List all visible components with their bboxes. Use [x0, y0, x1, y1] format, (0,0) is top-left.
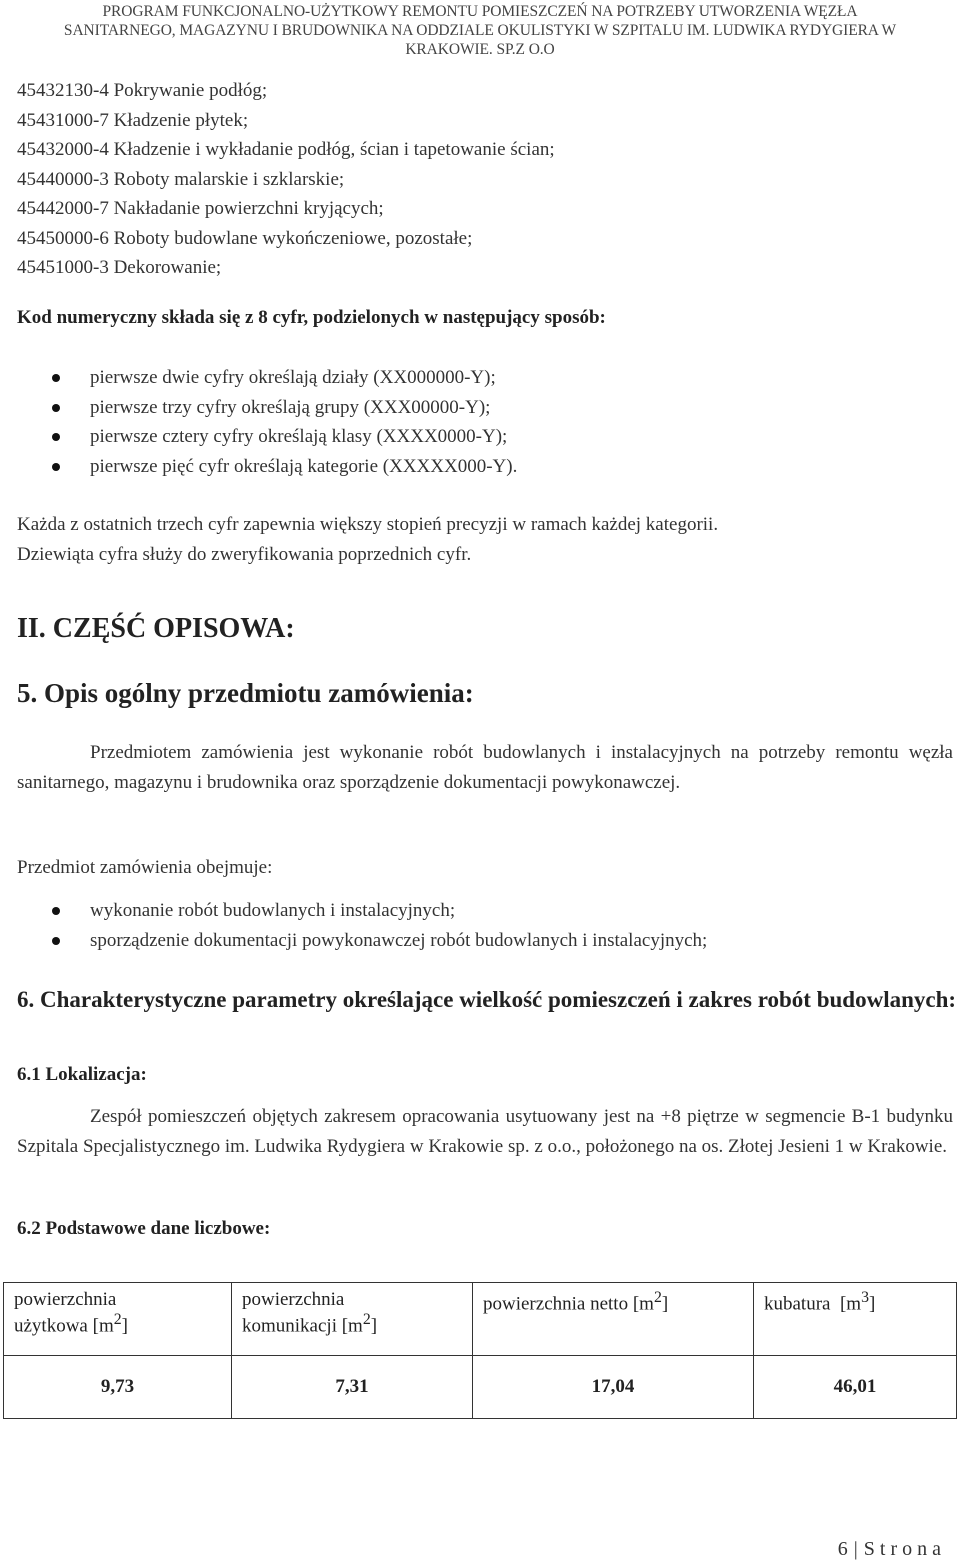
precision-paragraph	[17, 510, 953, 569]
bullet-icon	[52, 463, 60, 471]
precision-line-2: Dziewiąta cyfra służy do zweryfikowania poprzednich cyfr.	[17, 543, 472, 565]
cpv-code-item: 45440000-3 Roboty malarskie i szklarskie;	[17, 168, 345, 190]
scope-list	[17, 896, 937, 955]
list-item	[17, 422, 937, 452]
cpv-code-item: 45451000-3 Dekorowanie;	[17, 257, 222, 278]
bullet-icon	[52, 907, 60, 915]
table-header-cell	[4, 1283, 232, 1356]
list-item-text: pierwsze trzy cyfry określają grupy (XXX00000-Y);	[90, 396, 491, 418]
header-text: powierzchnia	[242, 1289, 345, 1310]
page-header	[0, 0, 960, 64]
bullet-icon	[52, 374, 60, 382]
page-number: 6	[837, 1538, 848, 1560]
list-item-text: pierwsze cztery cyfry określają klasy (XXXX0000-Y);	[90, 426, 508, 447]
cpv-code-item: 45442000-7 Nakładanie powierzchni kryjących;	[17, 198, 384, 219]
precision-line-1: Każda z ostatnich trzech cyfr zapewnia większy stopień precyzji w ramach każdej kategorii.	[17, 514, 719, 535]
table-cell: 46,01	[754, 1356, 957, 1419]
table-header-cell	[473, 1283, 754, 1356]
table-cell: 17,04	[473, 1356, 754, 1419]
section-title: II. CZĘŚĆ OPISOWA:	[17, 613, 295, 644]
scope-intro: Przedmiot zamówienia obejmuje:	[17, 857, 273, 878]
section-5-paragraph: Przedmiotem zamówienia jest wykonanie robót budowlanych i instalacyjnych na potrzeby remontu węzła sanitarnego, magazynu i brudownika oraz sporządzenie dokumentacji powykonawczej.	[17, 742, 953, 793]
table-header-row	[4, 1283, 957, 1356]
list-item-text: pierwsze dwie cyfry określają działy (XX000000-Y);	[90, 367, 496, 388]
list-item-text: pierwsze pięć cyfr określają kategorie (XXXXX000-Y).	[90, 455, 518, 477]
bullet-icon	[52, 937, 60, 945]
bullet-icon	[52, 433, 60, 441]
header-line-2: SANITARNEGO, MAGAZYNU I BRUDOWNIKA NA ODDZIALE OKULISTYKI W SZPITALU IM. LUDWIKA RYDYGIERA W	[63, 22, 897, 39]
page-word: Strona	[863, 1538, 946, 1560]
list-item	[17, 393, 937, 423]
cpv-code-item: 45431000-7 Kładzenie płytek;	[17, 109, 249, 131]
footer-separator: |	[853, 1538, 858, 1560]
bullet-icon	[52, 404, 60, 412]
section-6-title: 6. Charakterystyczne parametry określające wielkość pomieszczeń i zakres robót budowlanych:	[17, 987, 957, 1012]
page-footer	[838, 1538, 946, 1561]
list-item-text: sporządzenie dokumentacji powykonawczej robót budowlanych i instalacyjnych;	[90, 929, 708, 951]
table-header-cell	[754, 1283, 957, 1356]
subsection-6-1-title: 6.1 Lokalizacja:	[17, 1064, 147, 1085]
basic-data-table	[3, 1282, 957, 1419]
header-text: powierzchnia netto $[m^2]$	[483, 1289, 669, 1315]
table-cell: 7,31	[232, 1356, 473, 1419]
list-item-text: wykonanie robót budowlanych i instalacyjnych;	[90, 900, 456, 921]
cpv-code-item: 45432130-4 Pokrywanie podłóg;	[17, 80, 268, 101]
table-header-cell	[232, 1283, 473, 1356]
cpv-code-list	[17, 76, 937, 283]
header-line-1: PROGRAM FUNKCJONALNO-UŻYTKOWY REMONTU POMIESZCZEŃ NA POTRZEBY UTWORZENIA WĘZŁA	[102, 3, 858, 20]
location-paragraph: Zespół pomieszczeń objętych zakresem opracowania usytuowany jest na +8 piętrze w segmencie B-1 budynku Szpitala Specjalistycznego im. Ludwika Rydygiera w Krakowie sp. z o.o., położonego na os. Złotej Jesieni 1 w Krakowie.	[17, 1106, 953, 1157]
list-item	[17, 896, 937, 926]
cpv-code-item: 45432000-4 Kładzenie i wykładanie podłóg, ścian i tapetowanie ścian;	[17, 139, 555, 160]
cpv-code-item: 45450000-6 Roboty budowlane wykończeniowe, pozostałe;	[17, 227, 473, 249]
list-item	[17, 926, 937, 956]
header-text: kubatura $[m^3]$	[764, 1289, 876, 1315]
list-item	[17, 363, 937, 393]
section-5-title: 5. Opis ogólny przedmiotu zamówienia:	[17, 678, 474, 708]
header-line-3: KRAKOWIE. SP.Z O.O	[405, 41, 555, 58]
subsection-6-2-title: 6.2 Podstawowe dane liczbowe:	[17, 1218, 271, 1239]
header-text: użytkowa $[m^2]$	[14, 1311, 128, 1337]
code-structure-heading: Kod numeryczny składa się z 8 cyfr, podzielonych w następujący sposób:	[17, 307, 606, 328]
header-text: powierzchnia	[14, 1289, 117, 1310]
header-text: komunikacji $[m^2]$	[242, 1311, 378, 1337]
table-cell: 9,73	[4, 1356, 232, 1419]
list-item	[17, 452, 937, 482]
code-structure-list	[17, 363, 937, 481]
table-row	[4, 1356, 957, 1419]
